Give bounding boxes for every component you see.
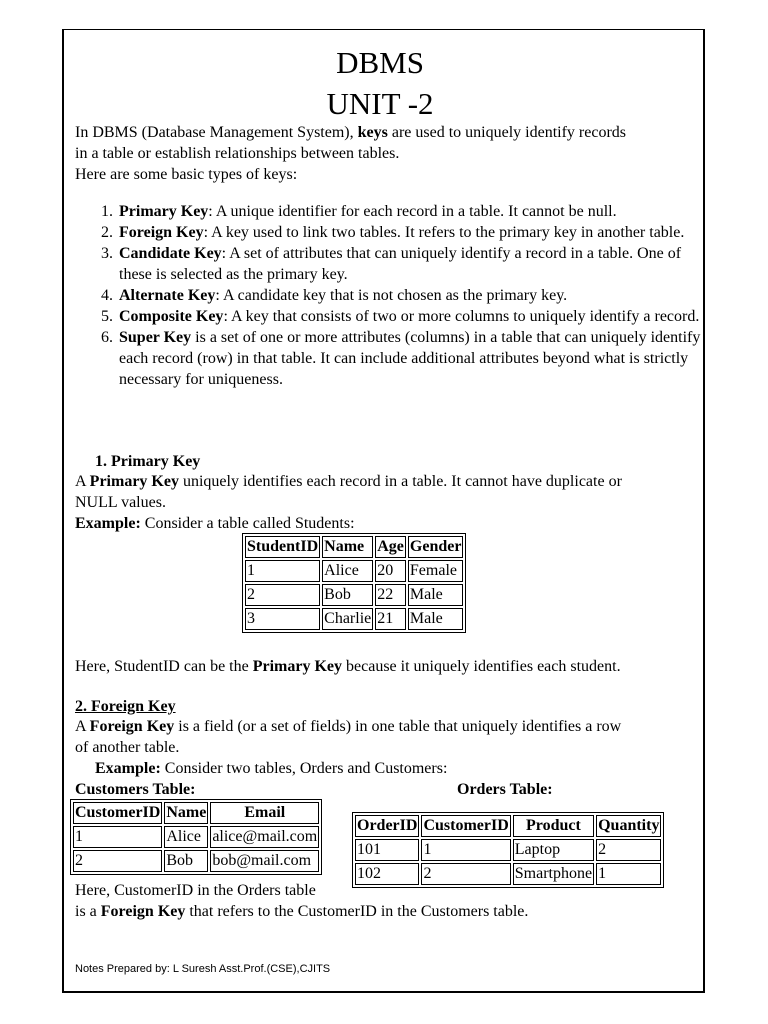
table-cell: Male xyxy=(408,608,464,630)
column-header: Email xyxy=(210,802,319,824)
footer-credit: Notes Prepared by: L Suresh Asst.Prof.(CSE),CJITS xyxy=(75,963,331,975)
column-header: CustomerID xyxy=(421,815,510,837)
list-item: 1. Primary Key: A unique identifier for each record in a table. It cannot be null. xyxy=(117,201,702,222)
list-item: 2. Foreign Key: A key used to link two tables. It refers to the primary key in another table. xyxy=(117,222,702,243)
intro-line-2: in a table or establish relationships between tables. xyxy=(75,145,400,162)
table-cell: Bob xyxy=(164,850,208,872)
table-header-row xyxy=(355,815,661,837)
customers-table xyxy=(70,799,322,875)
table-cell: 2 xyxy=(245,584,320,606)
table-cell: 21 xyxy=(375,608,406,630)
table-cell: Charlie xyxy=(322,608,373,630)
table-cell: 20 xyxy=(375,560,406,582)
table-row xyxy=(245,584,463,606)
students-table xyxy=(242,533,466,633)
foreign-key-example: Example: Consider two tables, Orders and Customers: xyxy=(95,760,448,777)
table-cell: bob@mail.com xyxy=(210,850,319,872)
table-cell: 101 xyxy=(355,839,419,861)
foreign-key-def-line-2: of another table. xyxy=(75,739,180,756)
doc-unit: UNIT -2 xyxy=(326,86,434,121)
table-header-row xyxy=(73,802,319,824)
orders-table-caption: Orders Table: xyxy=(457,781,553,798)
customers-table-caption: Customers Table: xyxy=(75,781,196,798)
table-row xyxy=(245,608,463,630)
column-header: Name xyxy=(164,802,208,824)
table-cell: Male xyxy=(408,584,464,606)
intro-line-3: Here are some basic types of keys: xyxy=(75,166,298,183)
column-header: Product xyxy=(513,815,594,837)
table-cell: Alice xyxy=(164,826,208,848)
primary-key-heading: 1. Primary Key xyxy=(95,453,201,470)
table-cell: Laptop xyxy=(513,839,594,861)
primary-key-def-line-1: A Primary Key uniquely identifies each record in a table. It cannot have duplicate or xyxy=(75,473,622,490)
doc-title: DBMS xyxy=(336,45,424,80)
list-item: 3. Candidate Key: A set of attributes that can uniquely identify a record in a table. One of these is selected as the primary key. xyxy=(117,243,702,285)
foreign-key-note-line-1: Here, CustomerID in the Orders table xyxy=(75,882,316,899)
table-cell: Female xyxy=(408,560,464,582)
foreign-key-note-line-2: is a Foreign Key that refers to the CustomerID in the Customers table. xyxy=(75,903,529,920)
table-cell: 1 xyxy=(245,560,320,582)
primary-key-note: Here, StudentID can be the Primary Key because it uniquely identifies each student. xyxy=(75,658,621,675)
column-header: Quantity xyxy=(596,815,661,837)
table-cell: alice@mail.com xyxy=(210,826,319,848)
table-cell: 1 xyxy=(73,826,162,848)
table-cell: Bob xyxy=(322,584,373,606)
list-item: 6. Super Key is a set of one or more attributes (columns) in a table that can uniquely identify each record (row) in that table. It can include additional attributes beyond what is strictly necessary for uniqueness. xyxy=(117,327,702,390)
table-cell: 2 xyxy=(421,863,510,885)
column-header: Gender xyxy=(408,536,464,558)
orders-table xyxy=(352,812,664,888)
table-cell: Smartphone xyxy=(513,863,594,885)
table-row xyxy=(245,560,463,582)
foreign-key-heading: 2. Foreign Key xyxy=(75,698,176,715)
table-cell: 2 xyxy=(73,850,162,872)
table-row xyxy=(73,826,319,848)
table-cell: 22 xyxy=(375,584,406,606)
column-header: OrderID xyxy=(355,815,419,837)
foreign-key-def-line-1: A Foreign Key is a field (or a set of fields) in one table that uniquely identifies a row xyxy=(75,718,622,735)
intro-line-1: In DBMS (Database Management System), keys are used to uniquely identify records xyxy=(75,124,626,141)
table-cell: 1 xyxy=(596,863,661,885)
table-cell: 1 xyxy=(421,839,510,861)
table-cell: 3 xyxy=(245,608,320,630)
table-row xyxy=(355,863,661,885)
table-header-row xyxy=(245,536,463,558)
primary-key-example: Example: Consider a table called Students: xyxy=(75,515,355,532)
list-item: 4. Alternate Key: A candidate key that is not chosen as the primary key. xyxy=(117,285,702,306)
column-header: Age xyxy=(375,536,406,558)
column-header: StudentID xyxy=(245,536,320,558)
key-types-list xyxy=(75,201,702,390)
column-header: Name xyxy=(322,536,373,558)
primary-key-def-line-2: NULL values. xyxy=(75,494,166,511)
list-item: 5. Composite Key: A key that consists of two or more columns to uniquely identify a record. xyxy=(117,306,702,327)
table-cell: 102 xyxy=(355,863,419,885)
table-cell: 2 xyxy=(596,839,661,861)
table-row xyxy=(73,850,319,872)
table-cell: Alice xyxy=(322,560,373,582)
column-header: CustomerID xyxy=(73,802,162,824)
table-row xyxy=(355,839,661,861)
